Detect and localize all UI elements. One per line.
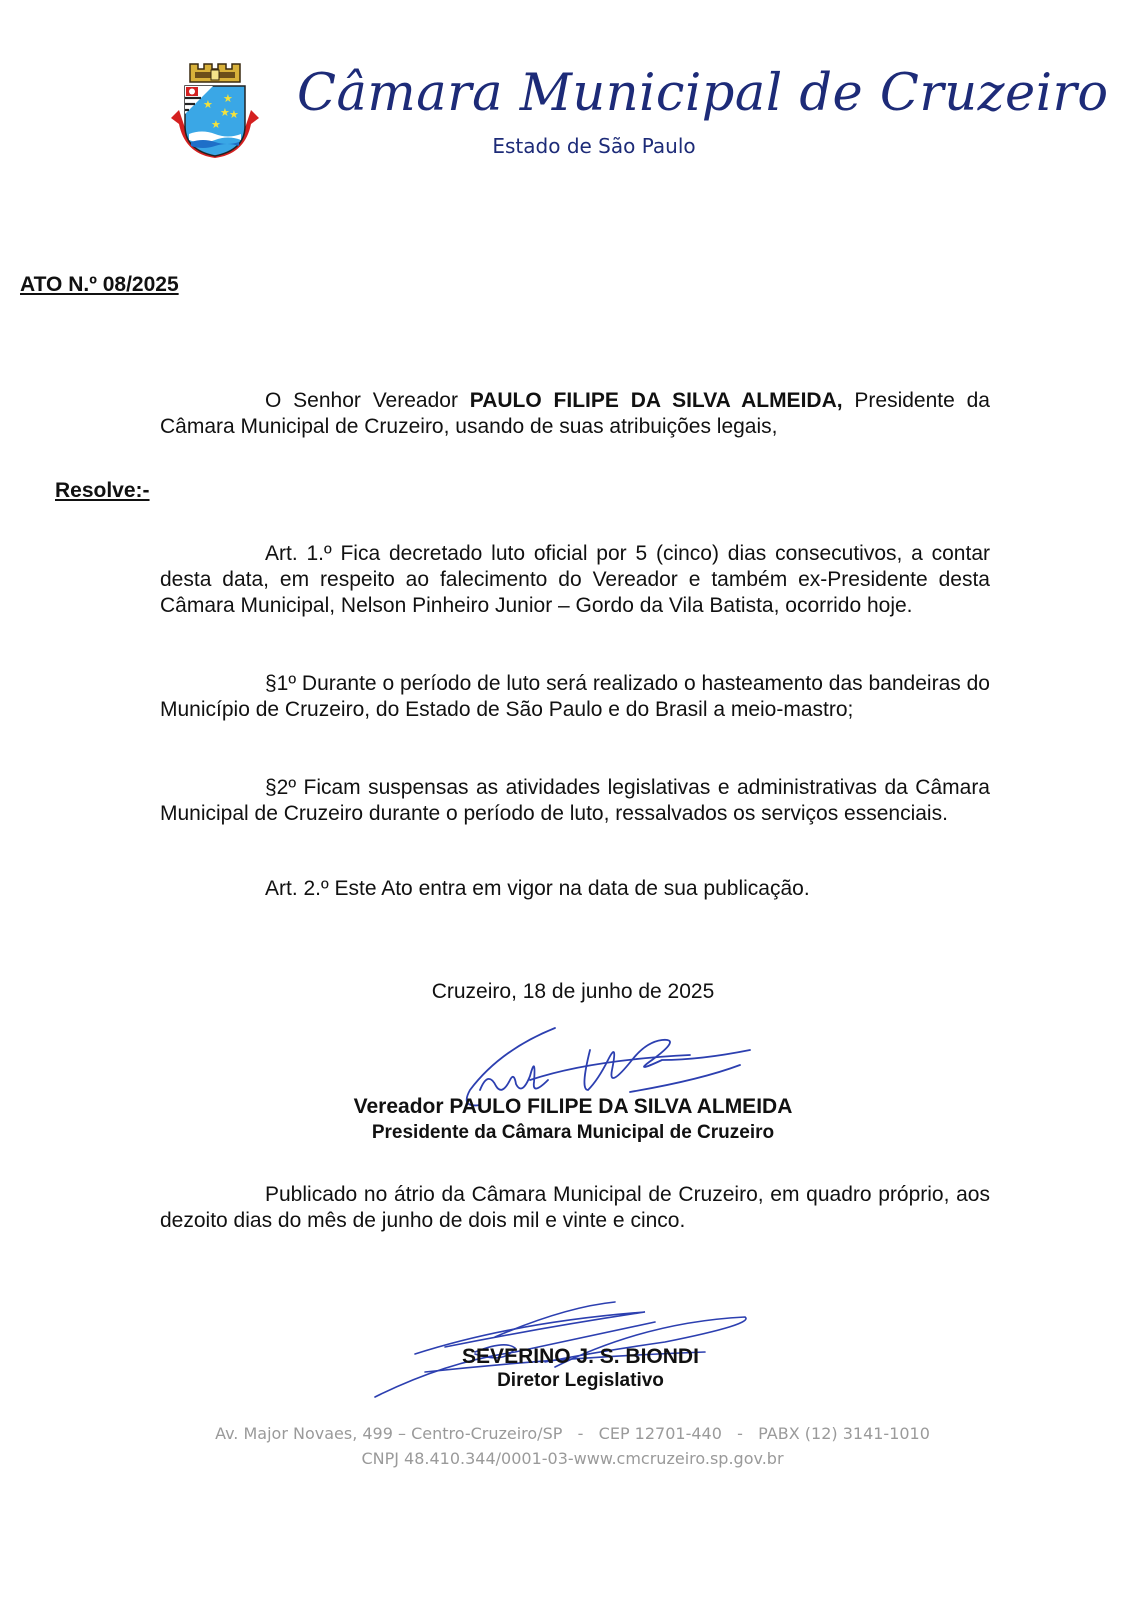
state-subtitle: Estado de São Paulo [492,134,696,158]
chamber-title: Câmara Municipal de Cruzeiro [297,64,1109,123]
publication-note: Publicado no átrio da Câmara Municipal de Cruzeiro, em quadro próprio, aos dezoito dias do mês de junho de dois mil e vinte e cinco. [160,1183,990,1232]
footer-address: Av. Major Novaes, 499 – Centro-Cruzeiro/SP - CEP 12701-440 - PABX (12) 3141-1010 [215,1424,930,1443]
article-1: Art. 1.º Fica decretado luto oficial por 5 (cinco) dias consecutivos, a contar desta data, em respeito ao falecimento do Vereador e também ex-Presidente desta Câmara Municipal, Nelson Pinheiro Junior – Gordo da Vila Batista, ocorrido hoje. [160,542,990,617]
resolve-heading: Resolve:- [55,479,150,502]
paragraph-1: §1º Durante o período de luto será realizado o hasteamento das bandeiras do Município de Cruzeiro, do Estado de São Paulo e do Brasil a meio-mastro; [160,672,990,721]
svg-text:★: ★ [203,98,213,111]
svg-text:★: ★ [229,108,239,121]
svg-text:★: ★ [223,92,233,105]
paragraph-2: §2º Ficam suspensas as atividades legislativas e administrativas da Câmara Municipal de Cruzeiro durante o período de luto, ressalvados os serviços essenciais. [160,776,990,825]
act-number-heading: ATO N.º 08/2025 [20,273,179,296]
place-date: Cruzeiro, 18 de junho de 2025 [431,980,715,1003]
director-name: SEVERINO J. S. BIONDI [462,1345,699,1368]
preamble-paragraph [160,388,990,440]
signatory-role: Presidente da Câmara Municipal de Cruzeiro [371,1122,775,1143]
svg-text:★: ★ [211,118,221,131]
president-name: PAULO FILIPE DA SILVA ALMEIDA, [469,389,843,412]
preamble-suffix: Presidente da Câmara Municipal de Cruzeiro, usando de suas atribuições legais, [160,389,990,438]
footer-cnpj-website: CNPJ 48.410.344/0001-03-www.cmcruzeiro.sp.gov.br [361,1449,784,1468]
signatory-name: Vereador PAULO FILIPE DA SILVA ALMEIDA [353,1095,793,1118]
director-role: Diretor Legislativo [497,1370,664,1391]
preamble-prefix: O Senhor Vereador [265,389,470,412]
article-2: Art. 2.º Este Ato entra em vigor na data de sua publicação. [265,877,810,900]
svg-text:★: ★ [220,106,230,119]
